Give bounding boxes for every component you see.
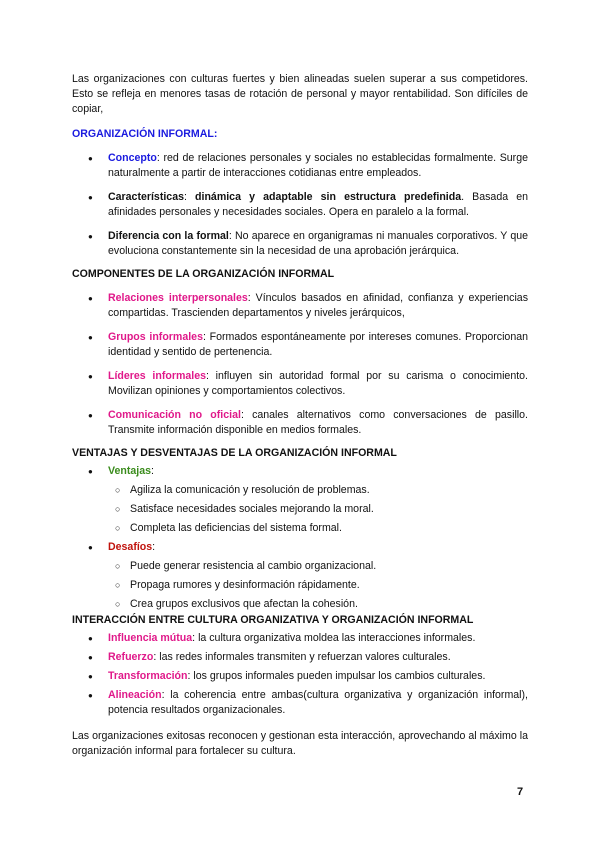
- ventajas-sublist: [108, 483, 528, 536]
- list-item: [72, 631, 528, 646]
- item-text: la cultura organizativa moldea las interacciones informales.: [198, 632, 476, 644]
- informal-org-list: [72, 151, 528, 259]
- item-text: influyen sin autoridad formal por su carisma o conocimiento. Movilizan opiniones y comportamientos colectivos.: [108, 370, 528, 397]
- term-lideres: Líderes informales: [108, 370, 206, 382]
- item-bold-text: dinámica y adaptable sin estructura predefinida: [195, 191, 462, 203]
- intro-paragraph: Las organizaciones con culturas fuertes y bien alineadas suelen superar a sus competidores. Esto se refleja en menores tasas de rotación de personal y mayor rentabilidad. Son difíciles de copiar,: [72, 73, 528, 115]
- list-item: [72, 151, 528, 181]
- item-text: red de relaciones personales y sociales no establecidas formalmente. Surge naturalmente a partir de interacciones cotidianas entre empleados.: [108, 152, 528, 179]
- desafios-sublist: [108, 559, 528, 612]
- term-relaciones: Relaciones interpersonales: [108, 292, 248, 304]
- item-text: Formados espontáneamente por intereses comunes. Proporcionan identidad y sentido de pertenencia.: [108, 331, 528, 358]
- list-item: [72, 190, 528, 220]
- list-item: [72, 291, 528, 321]
- interaction-list: [72, 631, 528, 718]
- list-item-ventajas: ● Ventajas: ○ Agiliza la comunicación y resolución de problemas. ○ Satisface necesidades sociales mejorando la moral. ○ Completa las deficiencias del sistema formal.: [72, 464, 528, 536]
- term-caracteristicas: Características: [108, 191, 184, 203]
- components-list: [72, 291, 528, 438]
- separator: :: [183, 191, 196, 203]
- section-heading-informal-org: ORGANIZACIÓN INFORMAL:: [72, 128, 218, 140]
- section-heading-interaction: INTERACCIÓN ENTRE CULTURA ORGANIZATIVA Y ORGANIZACIÓN INFORMAL: [72, 614, 474, 626]
- list-item: [72, 688, 528, 718]
- sublist-item: ○ Agiliza la comunicación y resolución de problemas.: [72, 483, 528, 498]
- separator: :: [161, 689, 171, 701]
- sublist-item: ○ Completa las deficiencias del sistema formal.: [72, 521, 528, 536]
- item-text: los grupos informales pueden impulsar los cambios culturales.: [193, 670, 486, 682]
- separator: :: [240, 409, 253, 421]
- section-heading-components: COMPONENTES DE LA ORGANIZACIÓN INFORMAL: [72, 268, 335, 280]
- label-ventajas: Ventajas: [108, 465, 151, 477]
- term-alineacion: Alineación: [108, 689, 162, 701]
- term-concepto: Concepto: [108, 152, 157, 164]
- item-text: las redes informales transmiten y refuerzan valores culturales.: [159, 651, 451, 663]
- separator: :: [206, 370, 216, 382]
- document-page: [72, 72, 528, 759]
- conclusion-paragraph: Las organizaciones exitosas reconocen y gestionan esta interacción, aprovechando al máximo la organización informal para fortalecer su cultura.: [72, 730, 528, 757]
- separator: :: [192, 632, 199, 644]
- term-influencia: Influencia mútua: [108, 632, 193, 644]
- separator: :: [153, 651, 160, 663]
- term-comunicacion: Comunicación no oficial: [108, 409, 241, 421]
- term-grupos: Grupos informales: [108, 331, 203, 343]
- list-item: [72, 408, 528, 438]
- separator: :: [187, 670, 194, 682]
- separator: :: [247, 292, 256, 304]
- section-heading-pros-cons: VENTAJAS Y DESVENTAJAS DE LA ORGANIZACIÓN INFORMAL: [72, 447, 397, 459]
- list-item: [72, 650, 528, 665]
- list-item: [72, 229, 528, 259]
- sublist-item: ○ Satisface necesidades sociales mejorando la moral.: [72, 502, 528, 517]
- list-item-desafios: ● Desafíos: ○ Puede generar resistencia al cambio organizacional. ○ Propaga rumores y desinformación rápidamente. ○ Crea grupos exclusivos que afectan la cohesión.: [72, 540, 528, 612]
- separator: :: [202, 331, 210, 343]
- page-number: 7: [517, 786, 524, 798]
- separator: :: [156, 152, 164, 164]
- separator: :: [228, 230, 235, 242]
- label-desafios: Desafíos: [108, 541, 153, 553]
- sublist-item: ○ Puede generar resistencia al cambio organizacional.: [72, 559, 528, 574]
- item-text: la coherencia entre ambas(cultura organizativa y organización informal), potencia resultados organizacionales.: [108, 689, 528, 716]
- term-refuerzo: Refuerzo: [108, 651, 154, 663]
- sublist-item: ○ Propaga rumores y desinformación rápidamente.: [72, 578, 528, 593]
- list-item: [72, 369, 528, 399]
- term-transformacion: Transformación: [108, 670, 188, 682]
- term-diferencia: Diferencia con la formal: [108, 230, 229, 242]
- item-text: canales alternativos como conversaciones de pasillo. Transmite información disponible en medios formales.: [108, 409, 528, 436]
- item-text: Vínculos basados en afinidad, confianza y experiencias compartidas. Trascienden departamentos y niveles jerárquicos,: [108, 292, 528, 319]
- list-item: [72, 330, 528, 360]
- item-text: . Basada en afinidades personales y necesidades sociales. Opera en paralelo a la formal.: [108, 191, 528, 218]
- item-text: No aparece en organigramas ni manuales corporativos. Y que evoluciona constantemente sin la necesidad de una aprobación jerárquica.: [108, 230, 528, 257]
- pros-cons-list: [72, 464, 528, 612]
- sublist-item: ○ Crea grupos exclusivos que afectan la cohesión.: [72, 597, 528, 612]
- list-item: [72, 669, 528, 684]
